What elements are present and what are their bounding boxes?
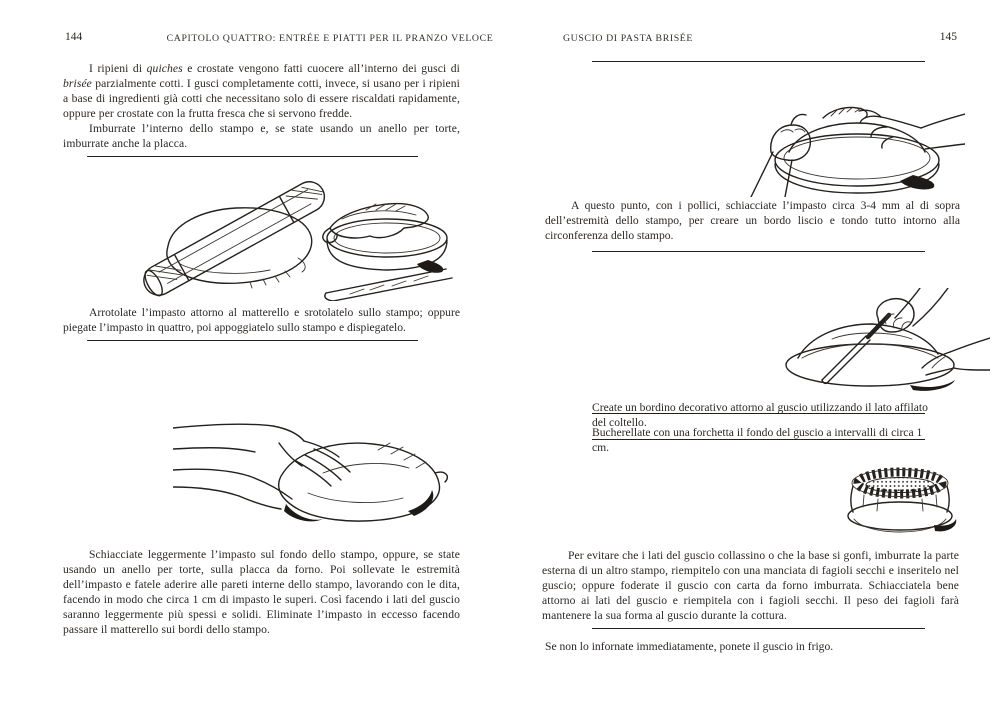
pricked-shell-icon [830, 455, 970, 540]
italic-brisee: brisée [63, 77, 92, 90]
divider-rule [87, 156, 418, 157]
intro-text-c: parzialmente cotti. I gusci completamente cotti, invece, si usano per i ripieni a base di ingredienti già cotti che necessitano solo di essere riscaldati rapidamente, oppure per crostate con la frutta fresca che si servono fredde. [63, 77, 460, 120]
left-running-head: CAPITOLO QUATTRO: ENTRÉE E PIATTI PER IL PRANZO VELOCE [166, 33, 494, 44]
divider-rule [592, 628, 925, 629]
right-page-number: 145 [939, 31, 957, 43]
illustration-finished-pricked-shell [830, 455, 970, 540]
rolling-pin-dough-icon [130, 166, 460, 301]
right-running-head: GUSCIO DI PASTA BRISÉE [563, 33, 693, 44]
illustration-rolling-pin-and-mold [130, 166, 460, 301]
thumbs-rim-icon [735, 72, 965, 197]
divider-rule [592, 61, 925, 62]
illustration-thumbs-on-rim [735, 72, 965, 197]
paragraph-press-block [63, 547, 460, 637]
left-page-number: 144 [65, 31, 83, 43]
divider-rule [592, 413, 925, 414]
final-note: Se non lo infornate immediatamente, ponete il guscio in frigo. [545, 640, 834, 653]
caption-thumbs: A questo punto, con i pollici, schiacciate l’impasto circa 3-4 mm al di sopra dell’estremità dello stampo, per creare un bordo liscio e tondo tutto intorno alla circonferenza dello stampo. [545, 199, 960, 242]
intro-paragraphs [63, 61, 460, 151]
italic-quiches: quiches [146, 62, 183, 75]
illustration-knife-decorating-edge [770, 288, 990, 393]
paragraph-beans: Per evitare che i lati del guscio collassino o che la base si gonfi, imburrate la parte esterna di un altro stampo, riempitelo con una manciata di fagioli secchi e inseritelo nel guscio; oppure foderate il guscio con carta da forno imburrata. Schiacciatela bene attorno ai lati del guscio e riempitela con i fagioli secchi. Il peso dei fagioli farà mantenere la sua forma al guscio durante la cottura. [542, 549, 959, 622]
paragraph-intro [63, 61, 460, 121]
divider-rule [592, 251, 925, 252]
caption-fork: Bucherellate con una forchetta il fondo del guscio a intervalli di circa 1 cm. [592, 426, 923, 454]
caption-knife: Create un bordino decorativo attorno al guscio utilizzando il lato affilato del coltello. [592, 401, 928, 429]
paragraph-press: Schiacciate leggermente l’impasto sul fondo dello stampo, oppure, se state usando un anello per torte, sulla placca da forno. Poi sollevate le estremità dell’impasto e fatele aderire alle pareti interne dello stampo, lavorando con le dita, facendo in modo che circa 1 cm di impasto le superi. Così facendo i lati del guscio saranno leggermente più spessi e solidi. Eliminate l’impasto in eccesso facendo passare il matterello sui bordi dello stampo. [63, 548, 460, 636]
knife-edge-icon [770, 288, 990, 393]
right-page [500, 0, 1000, 708]
illustration-hands-pressing-dough [173, 378, 463, 528]
divider-rule [87, 340, 418, 341]
caption-roll: Arrotolate l’impasto attorno al matterello e srotolatelo sullo stampo; oppure piegate l’impasto in quattro, poi appoggiatelo sullo stampo e dispiegatelo. [63, 306, 460, 334]
divider-rule [592, 439, 925, 440]
paragraph-butter: Imburrate l’interno dello stampo e, se state usando un anello per torte, imburrate anche la placca. [63, 122, 460, 150]
hands-pressing-icon [173, 378, 463, 528]
intro-text-a: I ripieni di [89, 62, 147, 75]
intro-text-b: e crostate vengono fatti cuocere all’interno dei gusci di [182, 62, 460, 75]
paragraph-beans-block [542, 548, 959, 623]
